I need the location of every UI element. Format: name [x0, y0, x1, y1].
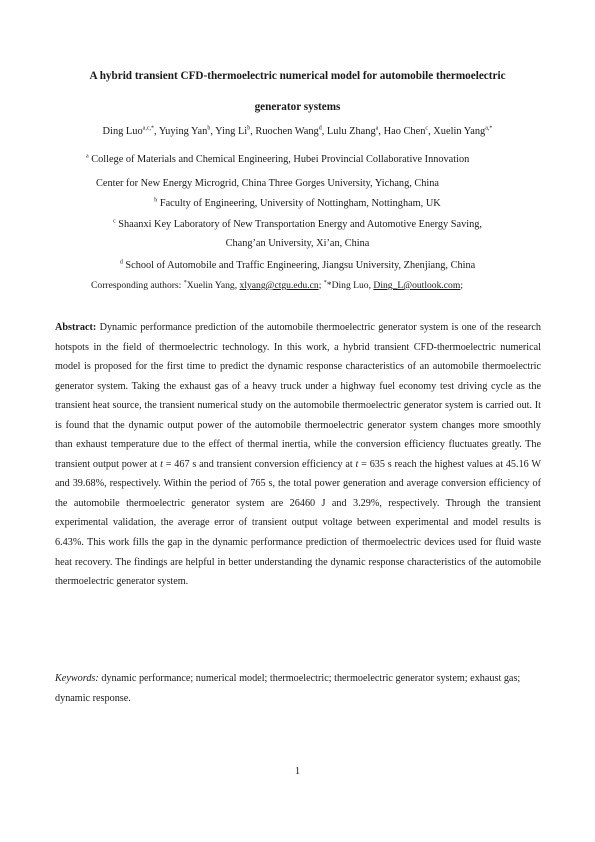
affiliation-c-line1	[0, 218, 595, 231]
author-name: Ding Luo	[102, 126, 143, 137]
author-separator: ,	[378, 126, 384, 137]
affiliation-c-line2: Chang’an University, Xi’an, China	[225, 238, 370, 249]
author-affiliation-mark: a	[375, 125, 379, 132]
paper-title-line2: generator systems	[254, 101, 341, 113]
abstract-paragraph	[55, 318, 541, 592]
keywords-text: dynamic performance; numerical model; thermoelectric; thermoelectric generator system; exhaust gas; dynamic response.	[55, 673, 521, 704]
corresponding-authors	[91, 279, 463, 292]
corresponding-mark: *	[183, 279, 187, 286]
affiliation-a-line1	[86, 153, 469, 166]
affiliation-mark: b	[154, 197, 158, 204]
author-separator: ,	[321, 126, 327, 137]
affiliation-text: School of Automobile and Traffic Engineering, Jiangsu University, Zhenjiang, China	[125, 260, 476, 271]
author-affiliation-mark: b	[247, 125, 251, 132]
corresponding-name: *Ding Luo,	[326, 280, 374, 291]
author-name: Yuying Yan	[158, 126, 208, 137]
author-affiliation-mark: c	[425, 125, 429, 132]
affiliation-text: Shaanxi Key Laboratory of New Transportation Energy and Automotive Energy Saving,	[118, 219, 482, 230]
affiliation-a-line2: Center for New Energy Microgrid, China Three Gorges University, Yichang, China	[96, 178, 439, 189]
abstract-label: Abstract:	[55, 322, 97, 333]
author-affiliation-mark: b	[207, 125, 211, 132]
time-variable: t	[355, 458, 359, 470]
author-separator: ,	[250, 126, 256, 137]
abstract-text: = 467 s and transient conversion efficiency at	[162, 458, 356, 470]
affiliation-mark: d	[119, 259, 123, 266]
author-name: Lulu Zhang	[326, 126, 376, 137]
keywords-paragraph	[55, 669, 541, 708]
corresponding-label: Corresponding authors:	[91, 280, 184, 291]
author-list	[40, 125, 555, 139]
abstract-text: = 635 s reach the highest values at 45.16 W and 39.68%, respectively. Within the period of 765 s, the total power generation and average conversion efficiency of the automobile thermoelectric generator system are 26460 J and 3.29%, respectively. Through the transient experimental validation, the average error of transient output voltage between experimental and model results is 6.43%. This work fills the gap in the dynamic performance prediction of thermoelectric devices used for fluid waste heat recovery. The findings are helpful in better understanding the dynamic response characteristics of the automobile thermoelectric generator system.	[55, 458, 541, 588]
author-separator: ,	[428, 126, 434, 137]
email-link[interactable]: xlyang@ctgu.edu.cn	[239, 280, 319, 291]
author-name: Ying Li	[215, 126, 248, 137]
affiliation-text: College of Materials and Chemical Engineering, Hubei Provincial Collaborative Innovation	[91, 154, 470, 165]
keywords-label: Keywords:	[55, 673, 99, 684]
affiliation-d-line1	[0, 259, 595, 272]
abstract-text: Dynamic performance prediction of the automobile thermoelectric generator system is one of the research hotspots in the field of thermoelectric technology. In this work, a hybrid transient CFD-thermoelectric numerical model is proposed for the first time to predict the dynamic response characteristics of an automobile thermoelectric generator system. Taking the exhaust gas of a heavy truck under a highway fuel economy test driving cycle as the transient heat source, the transient numerical study on the automobile thermoelectric generator system is carried out. It is found that the dynamic output power of the automobile thermoelectric generator system changes more smoothly than exhaust temperature due to the effect of thermal inertia, while the conversion efficiency fluctuates greatly. The transient output power at	[55, 322, 541, 470]
corresponding-end: ;	[460, 280, 463, 291]
corresponding-mark: *	[323, 279, 327, 286]
author-separator: ,	[154, 126, 159, 137]
author-separator: ,	[210, 126, 216, 137]
author-name: Hao Chen	[383, 126, 426, 137]
author-affiliation-mark: d	[318, 125, 322, 132]
paper-title-line1: A hybrid transient CFD-thermoelectric numerical model for automobile thermoelectric	[89, 70, 506, 82]
affiliation-text: Faculty of Engineering, University of Nottingham, Nottingham, UK	[159, 198, 441, 209]
time-variable: t	[160, 458, 163, 470]
author-affiliation-mark: a,c,*	[142, 125, 154, 132]
author-affiliation-mark: a,*	[485, 125, 493, 132]
email-link[interactable]: Ding_L@outlook.com	[373, 280, 461, 291]
author-name: Ruochen Wang	[255, 126, 319, 137]
author-name: Xuelin Yang	[433, 126, 486, 137]
affiliation-b-line1	[0, 197, 595, 210]
affiliation-mark: c	[113, 218, 116, 225]
page-number: 1	[294, 766, 301, 777]
corresponding-separator: ;	[318, 280, 324, 291]
affiliation-mark: a	[86, 153, 89, 160]
corresponding-name: Xuelin Yang,	[186, 280, 240, 291]
